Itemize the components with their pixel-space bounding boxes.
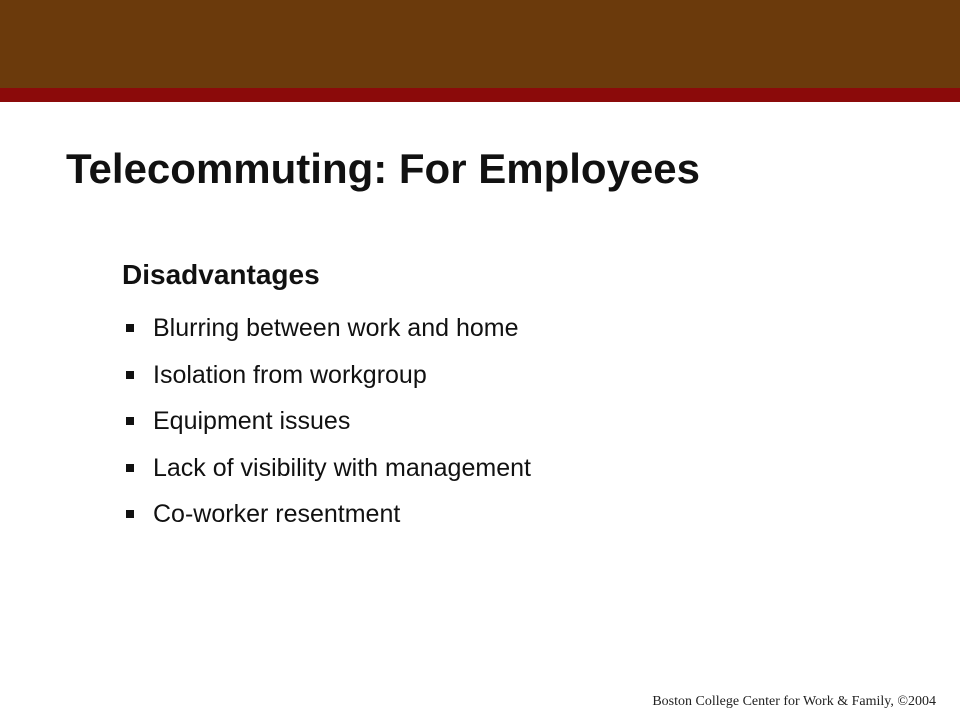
- bullet-text: Isolation from workgroup: [153, 360, 427, 389]
- header-band: [0, 0, 960, 88]
- bullet-item: [126, 360, 531, 407]
- accent-stripe: [0, 88, 960, 102]
- bullet-text: Blurring between work and home: [153, 314, 519, 342]
- square-bullet-icon: [126, 371, 134, 379]
- bullet-item: [126, 499, 531, 546]
- bullet-item: [126, 313, 531, 360]
- bullet-item: [126, 453, 531, 500]
- bullet-list: [126, 313, 531, 546]
- square-bullet-icon: [126, 510, 134, 518]
- square-bullet-icon: [126, 417, 134, 425]
- square-bullet-icon: [126, 464, 134, 472]
- footer-copyright: Boston College Center for Work & Family, ©2004: [652, 694, 936, 709]
- square-bullet-icon: [126, 324, 134, 332]
- section-heading: Disadvantages: [122, 259, 320, 290]
- bullet-text: Co-worker resentment: [153, 500, 401, 528]
- bullet-text: Equipment issues: [153, 407, 351, 435]
- bullet-text: Lack of visibility with management: [153, 453, 531, 482]
- bullet-item: [126, 406, 531, 453]
- slide-title: Telecommuting: For Employees: [66, 145, 700, 192]
